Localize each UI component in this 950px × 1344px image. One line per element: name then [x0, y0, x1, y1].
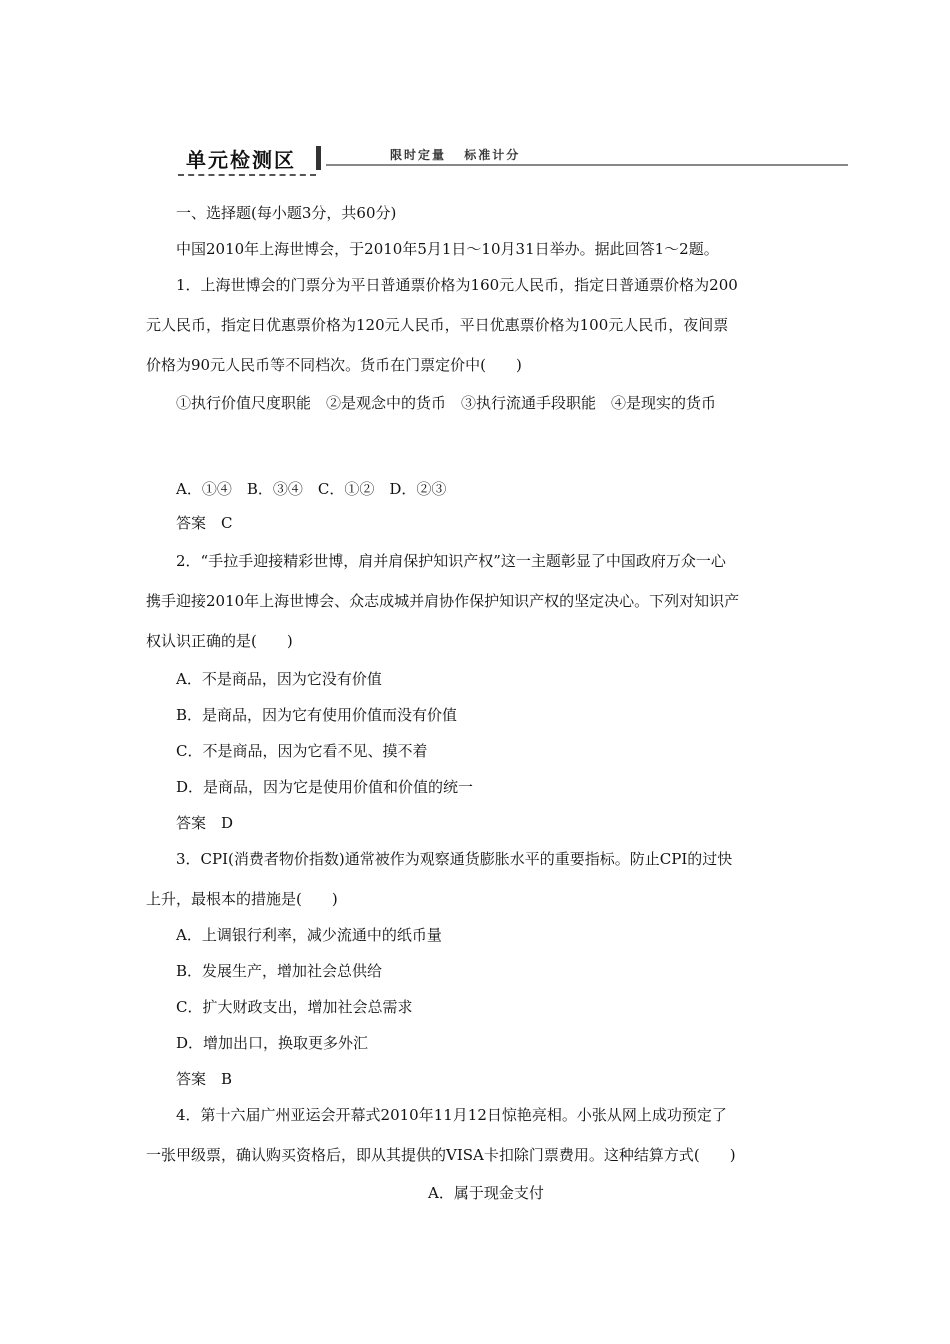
- q3-line2: 上升，最根本的措施是( ): [146, 890, 338, 908]
- banner-sub-scoring: 标准计分: [464, 148, 521, 162]
- q2-option-a: A．不是商品，因为它没有价值: [176, 670, 382, 688]
- q2-line2: 携手迎接2010年上海世博会、众志成城并肩协作保护知识产权的坚定决心。下列对知识产: [146, 592, 740, 610]
- banner-rule-line: [326, 164, 848, 166]
- banner-dashed-underline: [178, 174, 316, 176]
- q3-line1: 3．CPI(消费者物价指数)通常被作为观察通货膨胀水平的重要指标。防止CPI的过快: [176, 850, 733, 868]
- q2-line1: 2．“手拉手迎接精彩世博，肩并肩保护知识产权”这一主题彰显了中国政府万众一心: [176, 552, 726, 570]
- q1-line1: 1．上海世博会的门票分为平日普通票价格为160元人民币，指定日普通票价格为200: [176, 276, 738, 294]
- q2-answer: 答案 D: [176, 814, 234, 832]
- banner-title: 单元检测区: [186, 148, 296, 172]
- q2-line3: 权认识正确的是( ): [146, 632, 293, 650]
- q4-option-a: A．属于现金支付: [428, 1184, 544, 1202]
- section-heading: 一、选择题(每小题3分，共60分): [176, 204, 397, 222]
- q3-option-c: C．扩大财政支出，增加社会总需求: [176, 998, 413, 1016]
- q3-answer: 答案 B: [176, 1070, 233, 1088]
- section-intro: 中国2010年上海世博会，于2010年5月1日～10月31日举办。据此回答1～2题。: [176, 240, 719, 258]
- banner-sub-timed: 限时定量: [390, 148, 447, 162]
- q2-option-d: D．是商品，因为它是使用价值和价值的统一: [176, 778, 474, 796]
- q4-line1: 4．第十六届广州亚运会开幕式2010年11月12日惊艳亮相。小张从网上成功预定了: [176, 1106, 727, 1124]
- banner-subtitle: [390, 146, 532, 163]
- unit-test-banner: [176, 140, 848, 180]
- q1-line3: 价格为90元人民币等不同档次。货币在门票定价中( ): [146, 356, 522, 374]
- q4-line2: 一张甲级票，确认购买资格后，即从其提供的VISA卡扣除门票费用。这种结算方式( ): [146, 1146, 736, 1164]
- q3-option-b: B．发展生产，增加社会总供给: [176, 962, 383, 980]
- q1-line2: 元人民币，指定日优惠票价格为120元人民币，平日优惠票价格为100元人民币，夜间票: [146, 316, 729, 334]
- q2-option-c: C．不是商品，因为它看不见、摸不着: [176, 742, 428, 760]
- q1-answer: 答案 C: [176, 514, 233, 532]
- q1-statements: ①执行价值尺度职能 ②是观念中的货币 ③执行流通手段职能 ④是现实的货币: [176, 394, 717, 412]
- q1-options: A．①④ B．③④ C．①② D．②③: [176, 480, 447, 498]
- q3-option-a: A．上调银行利率，减少流通中的纸币量: [176, 926, 442, 944]
- q2-option-b: B．是商品，因为它有使用价值而没有价值: [176, 706, 458, 724]
- q3-option-d: D．增加出口，换取更多外汇: [176, 1034, 369, 1052]
- banner-divider-bar: [316, 146, 321, 170]
